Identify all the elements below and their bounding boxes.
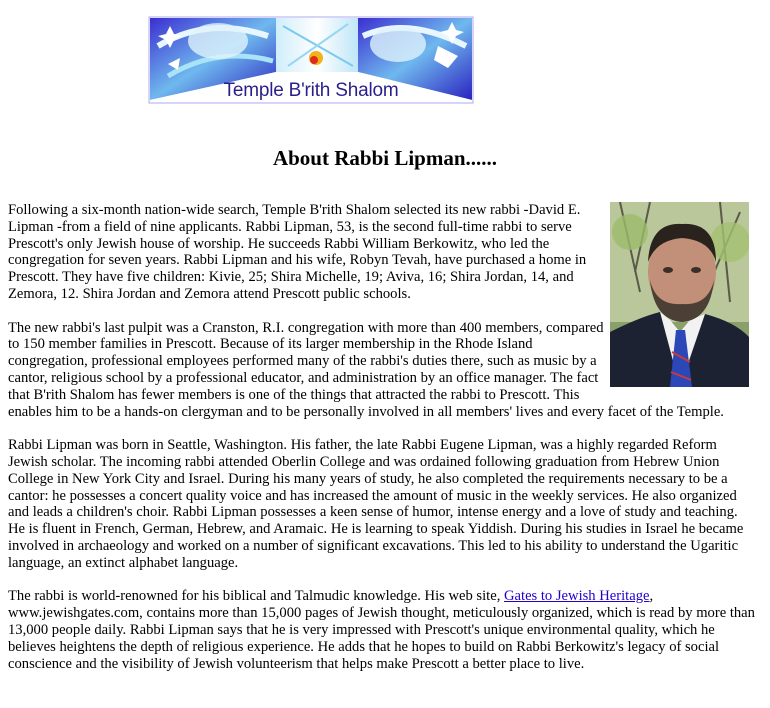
paragraph-previous-pulpit: The new rabbi's last pulpit was a Cranston, R.I. congregation with more than 400 members, compared to 150 member families in Prescott. Because of its larger membership in the Rhode Island congregation, professional employees performed many of the rabbi's duties there, such as music by a cantor, religious school by a professional educator, and administration by an office manager. The fact that B'rith Shalom has fewer members is one of the things that attracted the rabbi to Prescott. This enables him to be a hands-on clergyman and to be personally involved in all members' lives and every facet of the Temple.	[8, 319, 724, 420]
gates-to-jewish-heritage-link[interactable]: Gates to Jewish Heritage	[504, 588, 650, 605]
paragraph-biography: Rabbi Lipman was born in Seattle, Washington. His father, the late Rabbi Eugene Lipman, was a highly regarded Reform Jewish scholar. The incoming rabbi attended Oberlin College and was ordained following graduation from Hebrew Union College in New York City and Israel. During his many years of study, he also completed the requirements necessary to be a cantor: he possesses a concert quality voice and has increased the amount of music in the weekly services. He also organized and leads a children's choir. Rabbi Lipman possesses a keen sense of humor, intense energy and a love of study and teaching. He is fluent in French, German, Hebrew, and Aramaic. He is learning to speak Yiddish. During his studies in Israel he became involved in archaeology and worked on a number of significant excavations. This led to his ability to understand the Ugaritic language, an extinct alphabet language.	[8, 437, 744, 571]
banner-title: Temple B'rith Shalom	[223, 80, 399, 101]
paragraph-intro: Following a six-month nation-wide search, Temple B'rith Shalom selected its new rabbi -David E. Lipman -from a field of nine applicants. Rabbi Lipman, 53, is the second full-time rabbi to serve Prescott's only Jewish house of worship. He succeeds Rabbi William Berkowitz, who led the congregation for seven years. Rabbi Lipman and his wife, Robyn Tevah, have purchased a home in Prescott. They have five children: Kivie, 25; Shira Michelle, 19; Aviva, 16; Shira Jordan, 14, and Zemora, 12. Shira Jordan and Zemora attend Prescott public schools.	[8, 202, 587, 302]
photo-spacer	[610, 202, 756, 389]
paragraph-knowledge	[8, 588, 756, 672]
page-title: About Rabbi Lipman......	[272, 146, 498, 170]
temple-banner	[148, 16, 474, 104]
article-body	[8, 202, 756, 689]
paragraph-text-before-link: The rabbi is world-renowned for his biblical and Talmudic knowledge. His web site,	[8, 588, 504, 605]
paragraph-text-after-link: , www.jewishgates.com, contains more than 15,000 pages of Jewish thought, meticulously organized, which is read by more than 13,000 people daily. Rabbi Lipman says that he is very impressed with Prescott's unique environmental quality, which he believes heightens the depth of religious experience. He adds that he hopes to build on Rabbi Berkowitz's legacy of social conscience and the visibility of Jewish volunteerism that helps make Prescott a better place to live.	[8, 588, 755, 672]
